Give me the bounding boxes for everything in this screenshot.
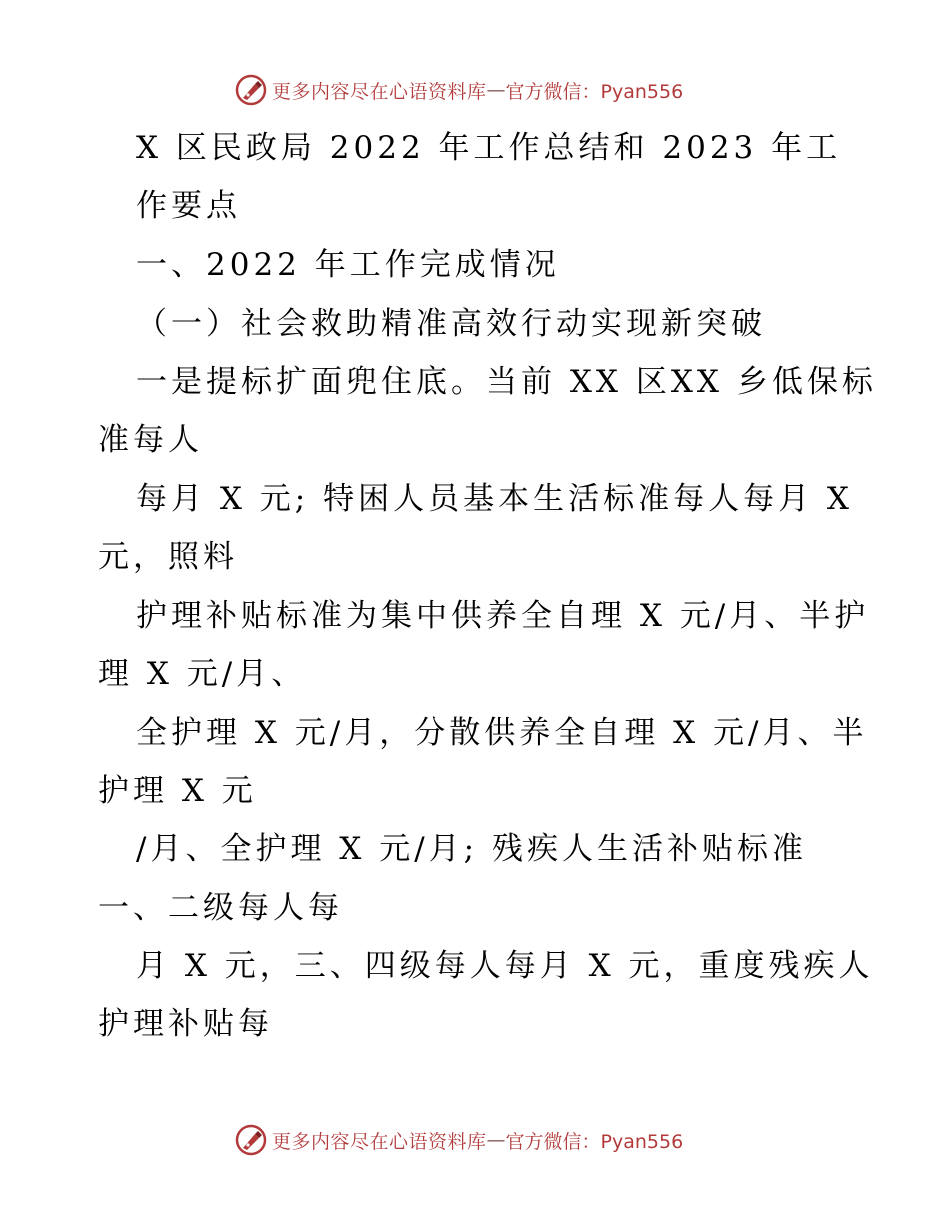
watermark-header <box>234 72 683 108</box>
paragraph-line: 元，照料 <box>98 539 238 575</box>
pen-nib-circle-icon <box>234 73 268 107</box>
paragraph-line: 一、二级每人每 <box>98 890 343 926</box>
section-heading: 一、2022 年工作完成情况 <box>136 247 560 283</box>
paragraph-line: 一是提标扩面兜住底。当前 XX 区XX 乡低保标 <box>136 364 877 400</box>
paragraph-line: 护理补贴标准为集中供养全自理 X 元/月、半护 <box>136 598 870 634</box>
document-title-line-1: X 区民政局 2022 年工作总结和 2023 年工 <box>136 130 842 166</box>
document-title-line-2: 作要点 <box>136 188 241 224</box>
watermark-site-text: 更多内容尽在心语资料库 <box>272 1130 487 1153</box>
watermark-separator: — <box>486 1129 506 1151</box>
paragraph-line: 全护理 X 元/月，分散供养全自理 X 元/月、半 <box>136 715 868 751</box>
paragraph-line: 准每人 <box>98 422 203 458</box>
pen-nib-circle-icon <box>234 1123 268 1157</box>
watermark-footer <box>234 1122 683 1158</box>
paragraph-line: 每月 X 元; 特困人员基本生活标准每人每月 X <box>136 481 853 517</box>
paragraph-line: 护理补贴每 <box>98 1006 273 1042</box>
watermark-contact-text: 官方微信：Pyan556 <box>505 80 684 103</box>
paragraph-line: 理 X 元/月、 <box>98 656 307 692</box>
subsection-heading: （一）社会救助精准高效行动实现新突破 <box>136 306 766 342</box>
watermark-site-text: 更多内容尽在心语资料库 <box>272 80 487 103</box>
paragraph-line: 月 X 元，三、四级每人每月 X 元，重度残疾人 <box>136 948 874 984</box>
paragraph-line: 护理 X 元 <box>98 773 257 809</box>
paragraph-line: /月、全护理 X 元/月; 残疾人生活补贴标准 <box>136 831 807 867</box>
watermark-contact-text: 官方微信：Pyan556 <box>505 1130 684 1153</box>
watermark-separator: — <box>486 79 506 101</box>
